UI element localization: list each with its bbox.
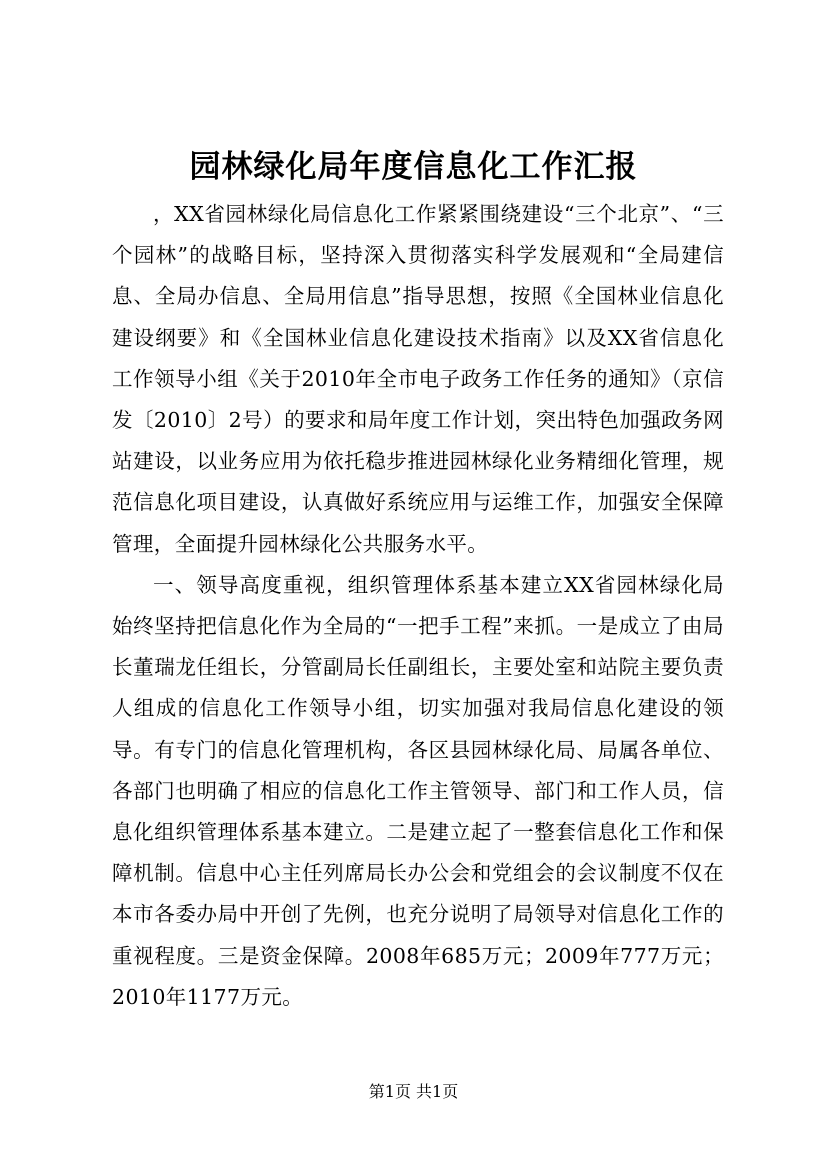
paragraph-intro: ，XX省园林绿化局信息化工作紧紧围绕建设“三个北京”、“三个园林”的战略目标，坚持深入贯彻落实科学发展观和“全局建信息、全局办信息、全局用信息”指导思想，按照《全国林业信息化建设纲要》和《全国林业信息化建设技术指南》以及XX省信息化工作领导小组《关于2010年全市电子政务工作任务的通知》（京信发〔2010〕2号）的要求和局年度工作计划，突出特色加强政务网站建设，以业务应用为依托稳步推进园林绿化业务精细化管理，规范信息化项目建设，认真做好系统应用与运维工作，加强安全保障管理，全面提升园林绿化公共服务水平。 <box>112 202 724 556</box>
document-body <box>112 194 724 1018</box>
paragraph-section-1: 一、领导高度重视，组织管理体系基本建立XX省园林绿化局始终坚持把信息化作为全局的“一把手工程”来抓。一是成立了由局长董瑞龙任组长，分管副局长任副组长，主要处室和站院主要负责人组成的信息化工作领导小组，切实加强对我局信息化建设的领导。有专门的信息化管理机构，各区县园林绿化局、局属各单位、各部门也明确了相应的信息化工作主管领导、部门和工作人员，信息化组织管理体系基本建立。二是建立起了一整套信息化工作和保障机制。信息中心主任列席局长办公会和党组会的会议制度不仅在本市各委办局中开创了先例，也充分说明了局领导对信息化工作的重视程度。三是资金保障。2008年685万元；2009年777万元；2010年1177万元。 <box>112 572 724 1009</box>
document-title: 园林绿化局年度信息化工作汇报 <box>189 149 638 185</box>
page-footer: 第1页 共1页 <box>368 1082 459 1101</box>
